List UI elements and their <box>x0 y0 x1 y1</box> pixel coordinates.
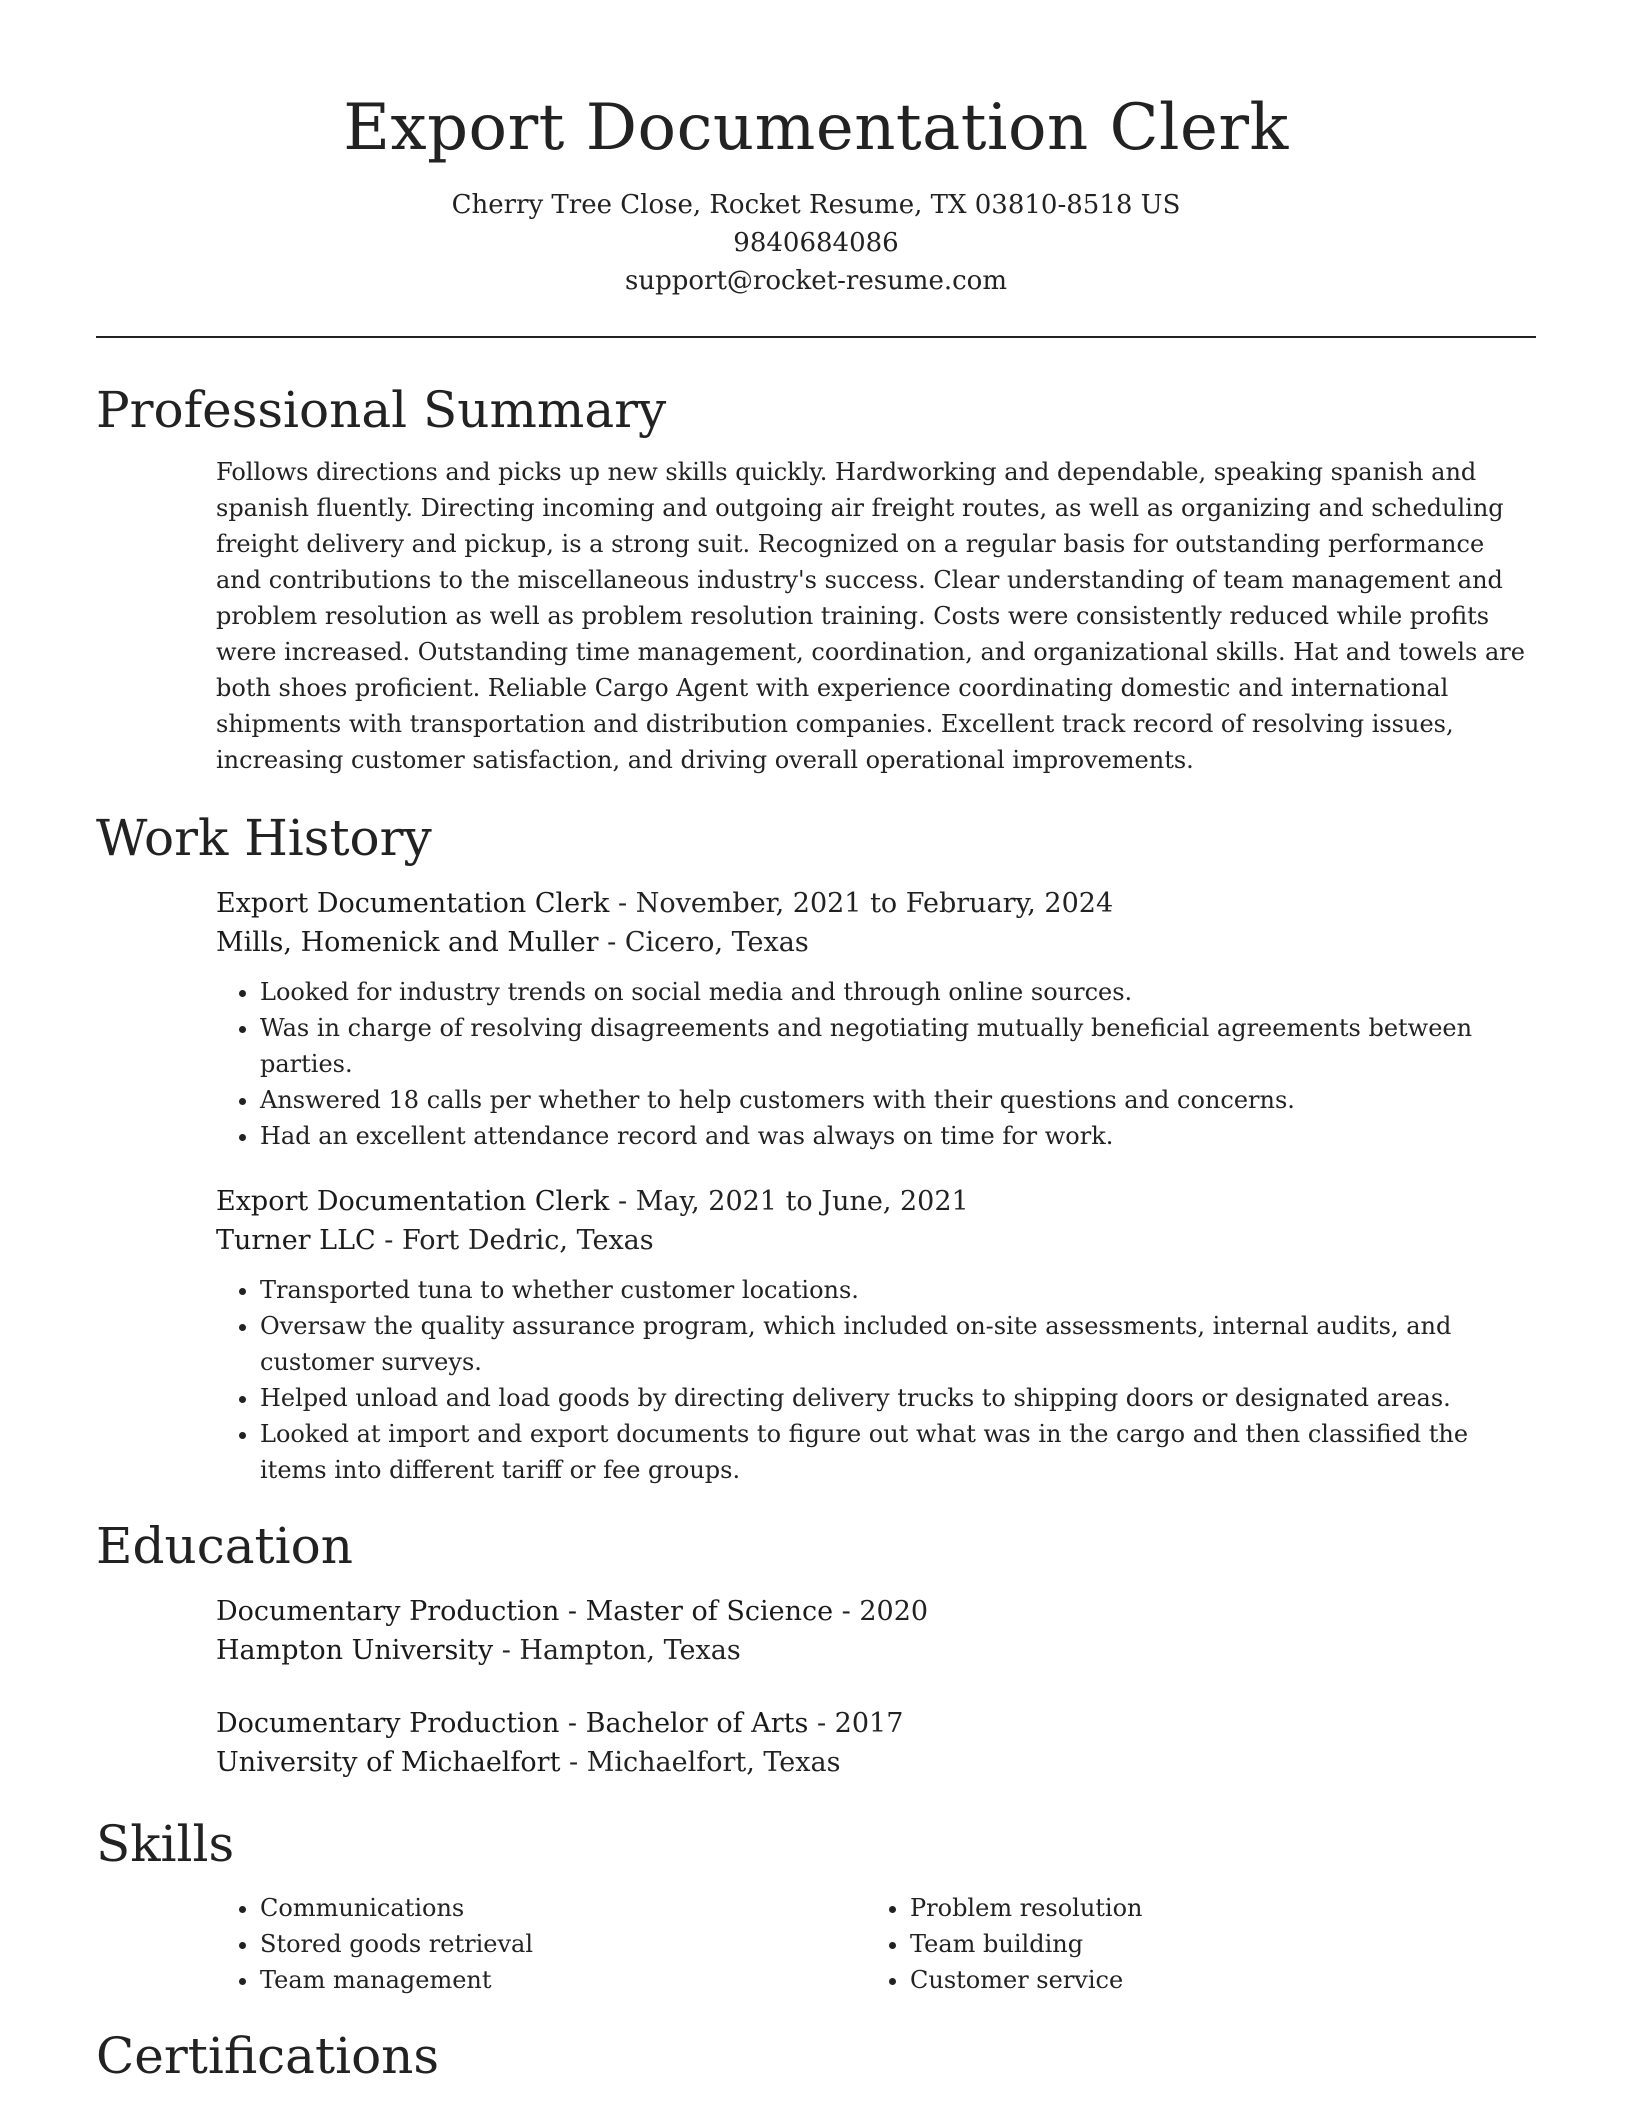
contact-info <box>96 186 1536 300</box>
work-history-body <box>216 884 1536 1488</box>
job-duties-list <box>216 1272 1536 1488</box>
list-item: • Had an excellent attendance record and was always on time for work. <box>260 1118 1536 1154</box>
skill-item: • Stored goods retrieval <box>260 1926 866 1962</box>
skill-item: • Customer service <box>910 1962 1536 1998</box>
education-entry <box>216 1592 1536 1670</box>
skills-grid <box>216 1890 1536 1998</box>
list-item: • Was in charge of resolving disagreements and negotiating mutually beneficial agreements between parties. <box>260 1010 1536 1082</box>
skills-section <box>96 1812 1536 1998</box>
job-title-line <box>216 884 1536 923</box>
job-position: Export Documentation Clerk <box>216 1186 610 1217</box>
school-name: Hampton University <box>216 1635 494 1666</box>
skills-heading: Skills <box>96 1815 235 1873</box>
job-title-line <box>216 1182 1536 1221</box>
job-dates: - November, 2021 to February, 2024 <box>609 888 1114 919</box>
degree-line <box>216 1592 1536 1631</box>
candidate-name: Export Documentation Clerk <box>343 91 1289 165</box>
email-text: support@rocket-resume.com <box>624 266 1007 296</box>
skills-list-right <box>866 1890 1536 1998</box>
summary-body <box>216 454 1536 778</box>
job-location: - Cicero, Texas <box>598 927 809 958</box>
degree-field: Documentary Production - Master of Science <box>216 1596 834 1627</box>
header-divider <box>96 336 1536 338</box>
school-name: University of Michaelfort <box>216 1747 561 1778</box>
certifications-section <box>96 2024 1536 2088</box>
list-item: • Looked for industry trends on social media and through online sources. <box>260 974 1536 1010</box>
certifications-heading: Certifications <box>96 2027 440 2085</box>
work-history-section <box>96 806 1536 1488</box>
education-section <box>96 1514 1536 1782</box>
education-heading: Education <box>96 1517 353 1575</box>
school-line <box>216 1743 1536 1782</box>
list-item: • Helped unload and load goods by directing delivery trucks to shipping doors or designated areas. <box>260 1380 1536 1416</box>
skills-list-left <box>216 1890 866 1998</box>
job-position: Export Documentation Clerk <box>216 888 610 919</box>
skill-item: • Communications <box>260 1890 866 1926</box>
education-body <box>216 1592 1536 1782</box>
job-entry <box>216 884 1536 1154</box>
skill-item: • Problem resolution <box>910 1890 1536 1926</box>
job-entry <box>216 1182 1536 1488</box>
job-company: Turner LLC <box>216 1225 376 1256</box>
job-company-line <box>216 923 1536 962</box>
list-item: • Answered 18 calls per whether to help customers with their questions and concerns. <box>260 1082 1536 1118</box>
summary-section <box>96 378 1536 778</box>
degree-year: - 2020 <box>833 1596 929 1627</box>
school-location: - Hampton, Texas <box>493 1635 741 1666</box>
degree-line <box>216 1704 1536 1743</box>
job-duties-list <box>216 974 1536 1154</box>
work-history-heading: Work History <box>96 809 432 867</box>
school-location: - Michaelfort, Texas <box>560 1747 841 1778</box>
degree-year: - 2017 <box>808 1708 904 1739</box>
summary-paragraph: Follows directions and picks up new skills quickly. Hardworking and dependable, speaking spanish and spanish fluently. Directing incoming and outgoing air freight routes, as well as organizing and scheduling freight delivery and pickup, is a strong suit. Recognized on a regular basis for outstanding performance and contributions to the miscellaneous industry's success. Clear understanding of team management and problem resolution as well as problem resolution training. Costs were consistently reduced while profits were increased. Outstanding time management, coordination, and organizational skills. Hat and towels are both shoes proficient. Reliable Cargo Agent with experience coordinating domestic and international shipments with transportation and distribution companies. Excellent track record of resolving issues, increasing customer satisfaction, and driving overall operational improvements. <box>216 458 1525 774</box>
skill-item: • Team building <box>910 1926 1536 1962</box>
education-entry <box>216 1704 1536 1782</box>
job-company: Mills, Homenick and Muller <box>216 927 599 958</box>
list-item: • Looked at import and export documents to figure out what was in the cargo and then classified the items into different tariff or fee groups. <box>260 1416 1536 1488</box>
resume-header <box>96 0 1536 300</box>
job-location: - Fort Dedric, Texas <box>375 1225 654 1256</box>
job-company-line <box>216 1221 1536 1260</box>
school-line <box>216 1631 1536 1670</box>
address-text: Cherry Tree Close, Rocket Resume, TX 03810-8518 US <box>451 190 1181 220</box>
skill-item: • Team management <box>260 1962 866 1998</box>
phone-text: 9840684086 <box>733 228 899 258</box>
list-item: • Oversaw the quality assurance program, which included on-site assessments, internal audits, and customer surveys. <box>260 1308 1536 1380</box>
list-item: • Transported tuna to whether customer locations. <box>260 1272 1536 1308</box>
degree-field: Documentary Production - Bachelor of Arts <box>216 1708 809 1739</box>
summary-heading: Professional Summary <box>96 381 667 439</box>
job-dates: - May, 2021 to June, 2021 <box>609 1186 969 1217</box>
skills-body <box>216 1890 1536 1998</box>
